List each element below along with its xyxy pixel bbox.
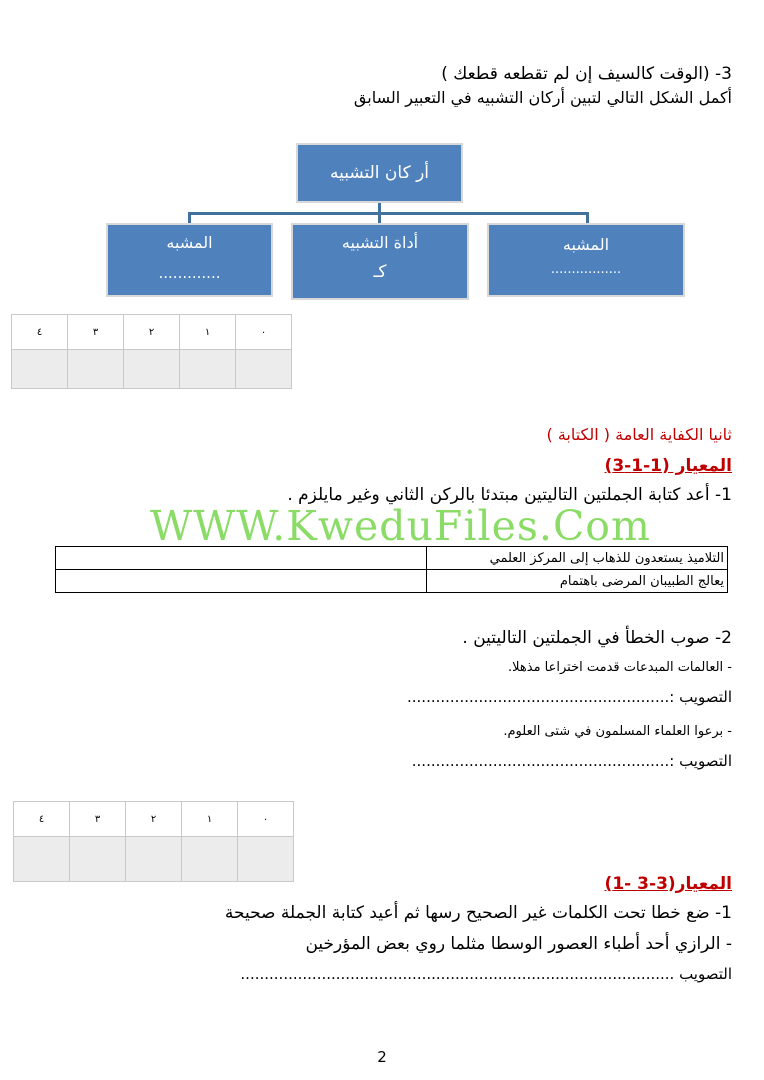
score-3: ٣ [70, 802, 126, 837]
score-1: ١ [182, 802, 238, 837]
question-3-instruction: أكمل الشكل التالي لتبين أركان التشبيه في التعبير السابق [353, 88, 732, 107]
score-4: ٤ [14, 802, 70, 837]
page-number: 2 [377, 1048, 387, 1066]
score-2: ٢ [124, 315, 180, 350]
section-3-sentence: - الرازي أحد أطباء العصور الوسطا مثلما روي بعض المؤرخين [305, 934, 732, 954]
diagram-right-box [487, 223, 685, 297]
score-table-1 [11, 314, 292, 389]
section-3-question-1: 1- ضع خطا تحت الكلمات غير الصحيح رسها ثم أعيد كتابة الجملة صحيحة [224, 903, 732, 923]
diagram-left-value: ............. [158, 264, 221, 282]
diagram-left-title: المشبه [166, 233, 213, 252]
score-4: ٤ [12, 315, 68, 350]
diagram-root-box [296, 143, 463, 203]
section-2-title: ثانيا الكفاية العامة ( الكتابة ) [546, 425, 732, 444]
section-2-question-2: 2- صوب الخطأ في الجملتين التاليتين . [462, 628, 732, 648]
diagram-root-label: أر كان التشبيه [329, 163, 430, 183]
diagram-connector-horizontal [188, 212, 589, 215]
score-cell[interactable] [68, 350, 124, 389]
diagram-middle-value: كـ [373, 262, 387, 282]
sentences-table [55, 546, 728, 593]
score-cell[interactable] [124, 350, 180, 389]
correction-line-2[interactable]: التصويب :...................................................... [411, 752, 732, 770]
section-2-question-1: 1- أعد كتابة الجملتين التاليتين مبتدئا بالركن الثاني وغير مايلزم . [287, 485, 732, 505]
sentence-cell-1: التلاميذ يستعدون للذهاب إلى المركز العلمي [427, 547, 728, 570]
sentence-cell-2: يعالج الطبيبان المرضى باهتمام [427, 570, 728, 593]
wrong-sentence-2: - برعوا العلماء المسلمون في شتى العلوم. [503, 724, 732, 739]
watermark-text: WWW.KweduFiles.Com [150, 502, 651, 550]
score-cell[interactable] [182, 837, 238, 882]
score-table-2 [13, 801, 294, 882]
score-1: ١ [180, 315, 236, 350]
score-cell[interactable] [126, 837, 182, 882]
diagram-left-box [106, 223, 273, 297]
score-cell[interactable] [12, 350, 68, 389]
standard-2: المعيار(3-3 -1) [604, 874, 732, 894]
score-cell[interactable] [238, 837, 294, 882]
score-cell[interactable] [236, 350, 292, 389]
score-3: ٣ [68, 315, 124, 350]
score-cell[interactable] [14, 837, 70, 882]
wrong-sentence-1: - العالمات المبدعات قدمت اختراعا مذهلا. [508, 660, 732, 675]
answer-cell-1[interactable] [56, 547, 427, 570]
score-cell[interactable] [180, 350, 236, 389]
diagram-middle-title: أداة التشبيه [341, 233, 419, 252]
answer-cell-2[interactable] [56, 570, 427, 593]
standard-1: المعيار (1-1-3) [604, 456, 732, 476]
question-3-title: 3- (الوقت كالسيف إن لم تقطعه قطعك ) [441, 64, 732, 84]
score-cell[interactable] [70, 837, 126, 882]
correction-line-1[interactable]: التصويب :....................................................... [407, 688, 732, 706]
diagram-middle-box [291, 223, 469, 300]
diagram-right-title: المشبه [562, 235, 610, 254]
diagram-right-value: ................. [550, 262, 622, 277]
score-0: ٠ [236, 315, 292, 350]
score-0: ٠ [238, 802, 294, 837]
section-3-correction[interactable]: التصويب ........................................................................................... [240, 965, 732, 983]
score-2: ٢ [126, 802, 182, 837]
